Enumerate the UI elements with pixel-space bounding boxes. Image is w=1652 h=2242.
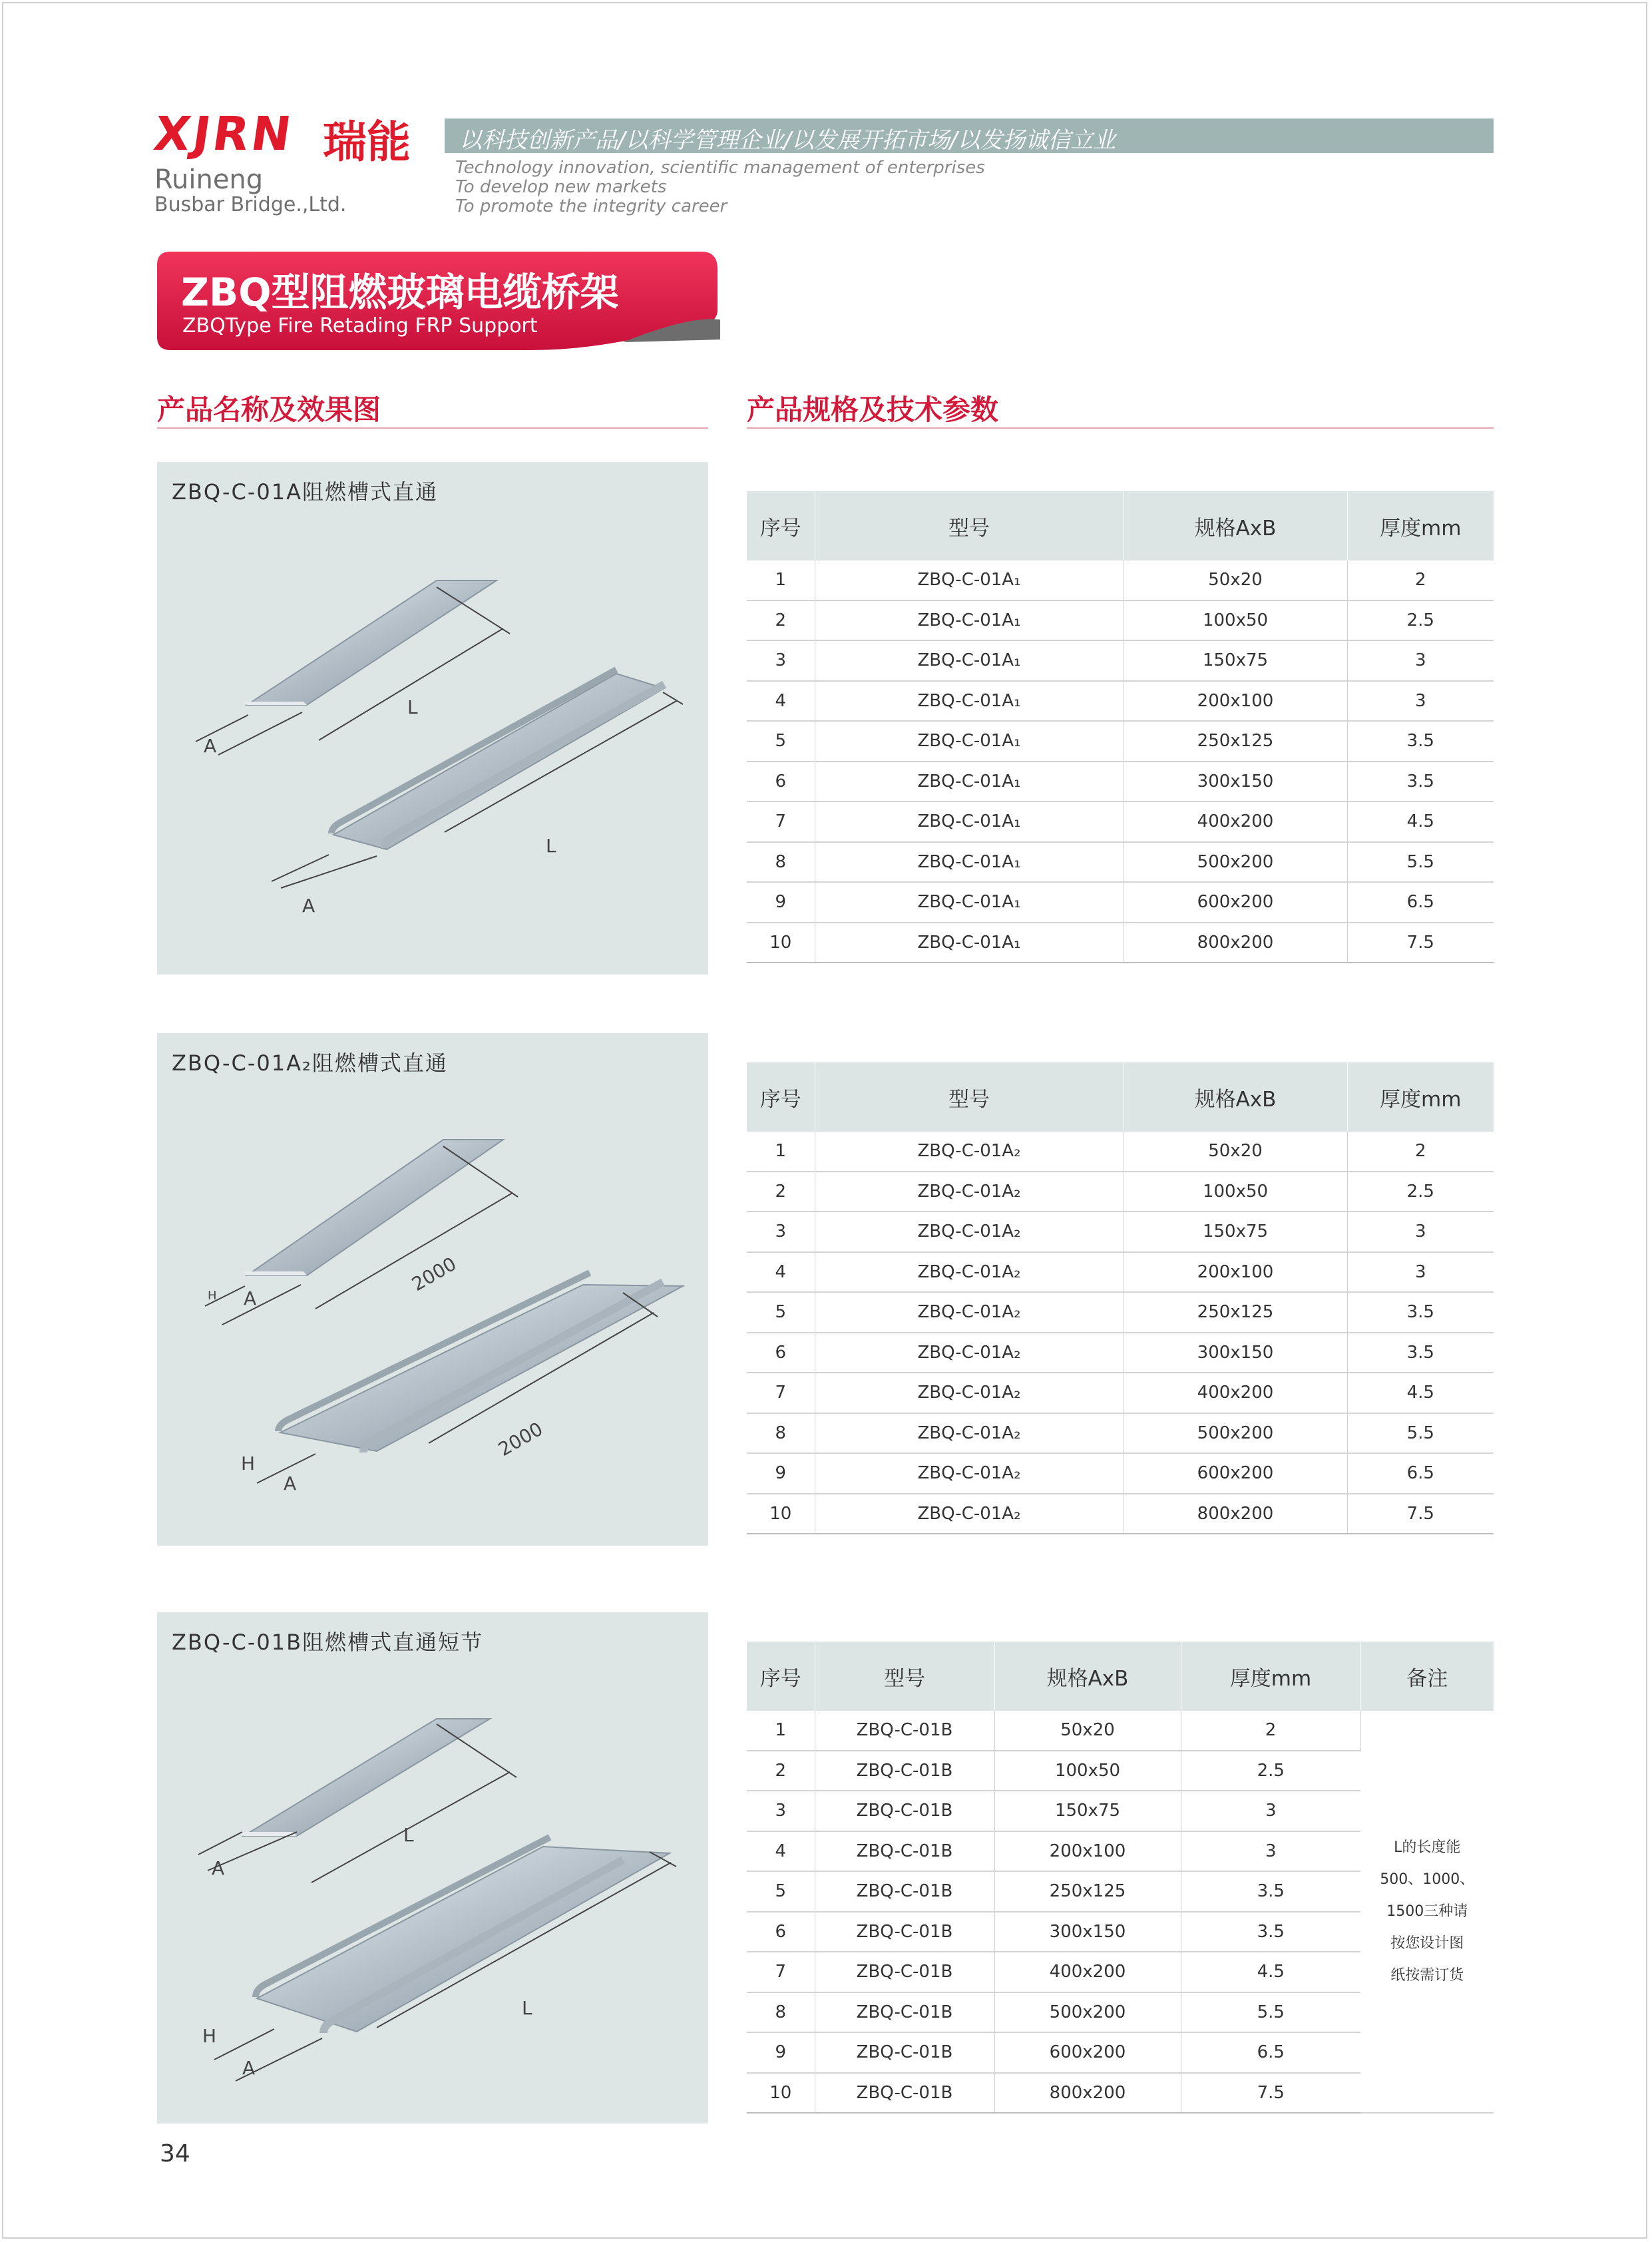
col-header: 规格AxB [994,1642,1181,1711]
table-cell: 7.5 [1181,2073,1360,2114]
table-cell: 600x200 [1124,1453,1347,1494]
height-label: H [202,2025,217,2047]
remarks-cell [1360,1711,1494,2113]
length-label: L [403,1824,414,1846]
table-cell: ZBQ-C-01B [815,2073,994,2114]
width-label-2: A [284,1472,297,1494]
table-cell: 2.5 [1347,600,1494,641]
company-subtitle-en: Busbar Bridge.,Ltd. [154,193,347,216]
table-cell: 3.5 [1181,1912,1360,1952]
table-row [747,1711,1494,1751]
table-cell: 4 [747,681,815,722]
table-cell: 3.5 [1181,1871,1360,1912]
width-label: A [212,1857,225,1879]
col-header: 备注 [1360,1642,1494,1711]
table-cell: ZBQ-C-01A₂ [815,1132,1124,1172]
width-label-2: A [242,2057,256,2079]
table-row [747,1333,1494,1373]
table-cell: ZBQ-C-01B [815,1791,994,1831]
table-cell: 4.5 [1181,1952,1360,1992]
table-cell: 5.5 [1347,842,1494,883]
table-cell: 400x200 [1124,801,1347,842]
table-cell: 3.5 [1347,1333,1494,1373]
table-cell: 1 [747,1132,815,1172]
table-cell: 5 [747,1292,815,1333]
table-cell: 8 [747,1413,815,1454]
panel-title: ZBQ-C-01A₂阻燃槽式直通 [172,1050,448,1076]
table-cell: 3.5 [1347,762,1494,802]
table-cell: 2.5 [1181,1751,1360,1791]
height-label: H [208,1289,217,1303]
table-cell: 5.5 [1181,1992,1360,2033]
table-cell: ZBQ-C-01B [815,2032,994,2073]
table-cell: ZBQ-C-01A₁ [815,762,1124,802]
table-cell: 100x50 [994,1751,1181,1791]
table-cell: ZBQ-C-01B [815,1992,994,2033]
table-cell: 250x125 [1124,1292,1347,1333]
slogan-en-line-2: To develop new markets [455,177,667,197]
table-cell: 9 [747,882,815,923]
table-cell: 4.5 [1347,1373,1494,1413]
table-cell: 6.5 [1181,2032,1360,2073]
table-cell: ZBQ-C-01A₂ [815,1373,1124,1413]
col-header: 厚度mm [1347,1062,1494,1132]
table-cell: ZBQ-C-01A₁ [815,721,1124,762]
table-cell: 3 [1181,1831,1360,1872]
length-label-2: L [522,1997,532,2019]
table-row [747,1373,1494,1413]
table-row [747,1292,1494,1333]
table-cell: 4 [747,1831,815,1872]
table-cell: 2 [747,600,815,641]
table-row [747,1494,1494,1534]
table-cell: 3 [1347,1252,1494,1293]
remarks-line: L的长度能 [1394,1839,1461,1856]
table-cell: 600x200 [1124,882,1347,923]
table-cell: 400x200 [1124,1373,1347,1413]
company-name-en: Ruineng [154,164,264,195]
table-cell: 300x150 [1124,1333,1347,1373]
table-cell: 7 [747,1952,815,1992]
table-cell: 6.5 [1347,1453,1494,1494]
section-divider-left [157,427,708,429]
table-row [747,882,1494,923]
table-cell: ZBQ-C-01A₁ [815,560,1124,600]
table-cell: 3 [747,1791,815,1831]
table-row [747,923,1494,963]
table-cell: 2 [747,1172,815,1212]
page-number: 34 [160,2140,190,2167]
table-cell: 5 [747,721,815,762]
table-cell: 150x75 [1124,1212,1347,1252]
table-cell: 8 [747,1992,815,2033]
width-label-2: A [302,895,315,917]
table-cell: ZBQ-C-01A₁ [815,801,1124,842]
table-cell: 200x100 [1124,1252,1347,1293]
table-cell: ZBQ-C-01B [815,1952,994,1992]
slogan-cn: 以科技创新产品/以科学管理企业/以发展开拓市场/以发扬诚信立业 [459,127,1116,154]
table-cell: 6 [747,1333,815,1373]
product-panel-1 [157,462,708,975]
remarks-line: 1500三种请 [1386,1903,1468,1920]
table-row [747,1252,1494,1293]
table-cell: 8 [747,842,815,883]
table-row [747,560,1494,600]
table-row [747,1212,1494,1252]
product-panel-3 [157,1612,708,2124]
col-header: 规格AxB [1124,1062,1347,1132]
table-row [747,600,1494,641]
height-label-2: H [241,1453,256,1474]
table-cell: 7.5 [1347,1494,1494,1534]
col-header: 序号 [747,1062,815,1132]
table-cell: 3.5 [1347,1292,1494,1333]
table-cell: ZBQ-C-01A₂ [815,1212,1124,1252]
table-cell: ZBQ-C-01B [815,1711,994,1751]
table-cell: 100x50 [1124,600,1347,641]
table-cell: 250x125 [994,1871,1181,1912]
table-cell: 7.5 [1347,923,1494,963]
table-cell: 4.5 [1347,801,1494,842]
table-cell: 600x200 [994,2032,1181,2073]
remarks-line: 纸按需订货 [1390,1966,1464,1984]
col-header: 规格AxB [1124,491,1347,560]
table-cell: 500x200 [1124,1413,1347,1454]
table-cell: 800x200 [1124,1494,1347,1534]
slogan-en-line-1: Technology innovation, scientific management of enterprises [455,158,985,178]
length-label: 2000 [408,1252,461,1296]
table-row [747,681,1494,722]
table-row [747,1413,1494,1454]
table-cell: ZBQ-C-01A₂ [815,1494,1124,1534]
table-cell: 100x50 [1124,1172,1347,1212]
tray-illustration [157,462,708,975]
table-cell: 200x100 [1124,681,1347,722]
table-body [747,560,1494,963]
table-cell: ZBQ-C-01A₁ [815,923,1124,963]
table-cell: 3 [747,1212,815,1252]
table-cell: 800x200 [994,2073,1181,2114]
table-cell: 3 [1347,681,1494,722]
table-cell: 150x75 [1124,640,1347,681]
table-cell: 500x200 [994,1992,1181,2033]
table-cell: ZBQ-C-01A₂ [815,1172,1124,1212]
table-cell: ZBQ-C-01A₂ [815,1252,1124,1293]
table-cell: 3 [1347,1212,1494,1252]
table-cell: ZBQ-C-01A₁ [815,600,1124,641]
table-row [747,801,1494,842]
col-header: 型号 [815,1062,1124,1132]
table-cell: 5.5 [1347,1413,1494,1454]
section-heading-right: 产品规格及技术参数 [747,393,999,426]
product-panel-2 [157,1033,708,1546]
table-cell: 9 [747,2032,815,2073]
table-cell: ZBQ-C-01A₂ [815,1413,1124,1454]
logo-wordmark: XJRN [150,107,298,161]
banner-subtitle: ZBQType Fire Retading FRP Support [182,314,538,337]
table-cell: 2 [1347,1132,1494,1172]
table-cell: 50x20 [1124,1132,1347,1172]
slogan-en-line-3: To promote the integrity career [455,196,727,216]
table-row [747,1132,1494,1172]
table-cell: 6 [747,762,815,802]
table-cell: 4 [747,1252,815,1293]
table-body [747,1711,1494,2113]
tray-illustration [157,1033,708,1546]
table-cell: 2 [747,1751,815,1791]
table-cell: 200x100 [994,1831,1181,1872]
table-row [747,1172,1494,1212]
col-header: 厚度mm [1181,1642,1360,1711]
logo-chinese: 瑞能 [323,116,411,168]
table-row [747,842,1494,883]
table-row [747,762,1494,802]
table-cell: 10 [747,2073,815,2114]
table-cell: 2 [1347,560,1494,600]
spec-table-3 [747,1642,1494,2114]
length-label: L [407,696,418,718]
banner-title: ZBQ型阻燃玻璃电缆桥架 [181,270,619,315]
table-cell: 7 [747,801,815,842]
spec-table-1 [747,491,1494,963]
table-cell: 2.5 [1347,1172,1494,1212]
table-cell: ZBQ-C-01B [815,1751,994,1791]
table-cell: 50x20 [1124,560,1347,600]
panel-title: ZBQ-C-01B阻燃槽式直通短节 [172,1630,484,1655]
section-heading-left: 产品名称及效果图 [157,393,381,426]
table-cell: ZBQ-C-01B [815,1871,994,1912]
table-cell: 7 [747,1373,815,1413]
col-header: 序号 [747,1642,815,1711]
table-cell: 6 [747,1912,815,1952]
table-cell: 3 [1181,1791,1360,1831]
table-cell: 300x150 [994,1912,1181,1952]
table-cell: 1 [747,1711,815,1751]
table-cell: ZBQ-C-01A₁ [815,882,1124,923]
table-cell: 9 [747,1453,815,1494]
table-body [747,1132,1494,1534]
remarks-line: 按您设计图 [1390,1934,1464,1952]
table-cell: 10 [747,923,815,963]
table-cell: ZBQ-C-01A₂ [815,1453,1124,1494]
tray-illustration [157,1612,708,2124]
table-row [747,1453,1494,1494]
width-label: A [204,735,217,757]
col-header: 型号 [815,1642,994,1711]
table-row [747,640,1494,681]
table-cell: 150x75 [994,1791,1181,1831]
table-cell: ZBQ-C-01B [815,1912,994,1952]
table-cell: 1 [747,560,815,600]
remarks-line: 500、1000、 [1380,1871,1475,1888]
panel-title: ZBQ-C-01A阻燃槽式直通 [172,479,439,505]
col-header: 厚度mm [1347,491,1494,560]
spec-table-2 [747,1062,1494,1534]
table-cell: 10 [747,1494,815,1534]
table-row [747,721,1494,762]
col-header: 序号 [747,491,815,560]
table-cell: 250x125 [1124,721,1347,762]
table-cell: 400x200 [994,1952,1181,1992]
table-cell: 5 [747,1871,815,1912]
length-label-2: 2000 [495,1417,547,1461]
table-cell: ZBQ-C-01A₂ [815,1292,1124,1333]
table-cell: ZBQ-C-01A₂ [815,1333,1124,1373]
width-label: A [244,1287,257,1309]
table-cell: ZBQ-C-01A₁ [815,842,1124,883]
table-cell: 300x150 [1124,762,1347,802]
table-cell: 3.5 [1347,721,1494,762]
length-label-2: L [546,835,556,857]
table-cell: ZBQ-C-01A₁ [815,640,1124,681]
table-cell: 500x200 [1124,842,1347,883]
col-header: 型号 [815,491,1124,560]
table-cell: 6.5 [1347,882,1494,923]
table-cell: ZBQ-C-01A₁ [815,681,1124,722]
table-cell: 50x20 [994,1711,1181,1751]
table-cell: ZBQ-C-01B [815,1831,994,1872]
section-divider-right [747,427,1494,429]
table-cell: 3 [747,640,815,681]
table-cell: 3 [1347,640,1494,681]
table-cell: 2 [1181,1711,1360,1751]
table-cell: 800x200 [1124,923,1347,963]
